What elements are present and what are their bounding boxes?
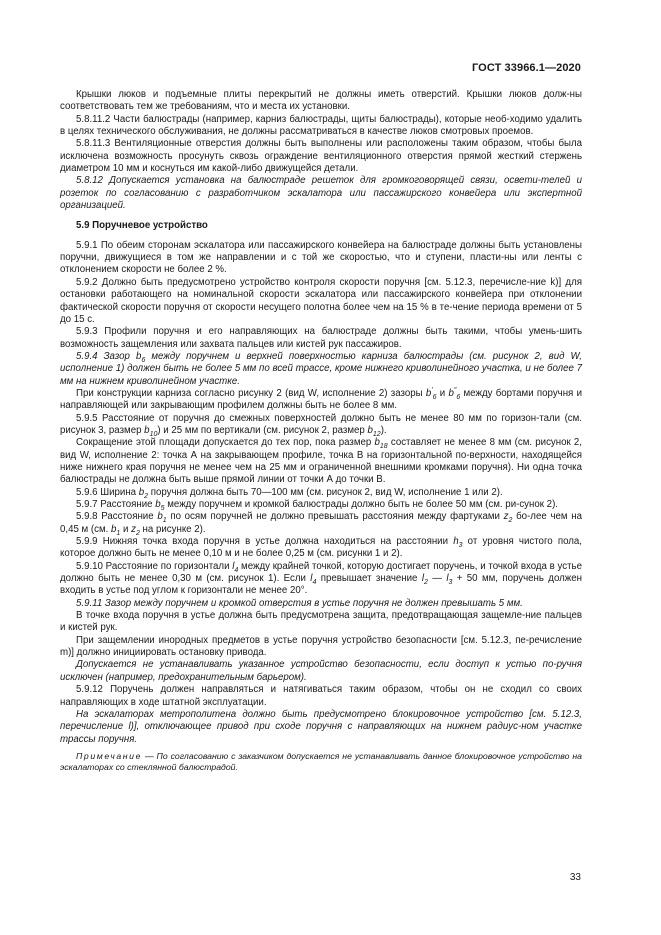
paragraph <box>60 511 582 536</box>
symbol-letter: b <box>367 424 373 436</box>
symbol-subscript: 1 <box>116 529 121 537</box>
section-heading: 5.9 Поручневое устройство <box>76 220 208 232</box>
symbol <box>144 425 157 436</box>
symbol-subscript: 2 <box>508 517 513 525</box>
text-run: 5.9.5 Расстояние от поручня до смежных поверхностей должно быть не менее 80 мм по горизон-тали (см. рисунок 3, размер <box>60 412 582 436</box>
symbol-letter: z <box>503 511 509 523</box>
text-run: поручня должна быть 70—100 мм (см. рисунок 2, вид W, исполнение 1 или 2). <box>148 486 503 498</box>
paragraph: Допускается не устанавливать указанное устройство безопасности, если доступ к устью по-ручня исключен (например, предохранительным барьером). <box>60 659 582 683</box>
symbol <box>374 437 388 451</box>
paragraph: В точке входа поручня в устье должна быть предусмотрена защита, предотвращающая защемле-ние пальцев и кистей рук. <box>60 610 582 634</box>
paragraph: При защемлении инородных предметов в устье поручня устройство безопасности [см. 5.12.3, пе-речисление m)] должно инициировать остановку привода. <box>60 634 582 659</box>
standard-number: ГОСТ 33966.1—2020 <box>471 62 581 74</box>
paragraph: 5.9.11 Зазор между поручнем и кромкой отверстия в устье поручня не должен превышать 5 мм. <box>76 597 523 609</box>
note-text: — По согласованию с заказчиком допускается не устанавливать данное блокировочное устройство на эскалаторах со стеклянной балюстрадой. <box>60 750 582 773</box>
symbol-letter: l <box>421 573 424 585</box>
text-run: от уровня чистого пола, которое должно быть не менее 0,10 м и не более 0,25 м (см. рисунки 1 и 2). <box>60 536 582 560</box>
paragraph <box>60 499 582 511</box>
symbol-letter: b <box>374 437 380 449</box>
symbol-subscript: 6 <box>456 393 461 401</box>
text-run: между бортами поручня и направляющей или закрывающим профилем должны быть не более 8 мм. <box>60 387 582 412</box>
symbol-letter: b <box>138 486 145 498</box>
paragraph <box>60 351 582 388</box>
symbol <box>157 511 167 525</box>
symbol-letter: l <box>232 560 235 572</box>
paragraph <box>60 561 582 598</box>
symbol <box>131 524 140 535</box>
text-run: ) и 25 мм по вертикали (см. рисунок 2, размер <box>157 424 368 436</box>
symbol-letter: b <box>111 523 117 535</box>
symbol-letter: b <box>157 511 163 523</box>
symbol <box>136 351 145 362</box>
text-run: 5.9.9 Нижняя точка входа поручня в устье должна находиться на расстоянии <box>76 536 454 548</box>
symbol <box>139 487 148 498</box>
symbol-subscript: 2 <box>135 529 140 537</box>
page-number: 33 <box>569 872 581 883</box>
text-run: 5.9.8 Расстояние <box>76 511 158 523</box>
note <box>60 751 582 774</box>
symbol-letter: z <box>131 523 136 535</box>
symbol-subscript: 2 <box>423 579 428 586</box>
paragraph: 5.8.12 Допускается установка на балюстраде решеток для громкоговорящей связи, освети-телей и розеток по согласованию с разработчиком эскалатора или пассажирского конвейера или экспертной организацией. <box>60 175 582 212</box>
text-run: превышает значение <box>316 573 422 585</box>
symbol-subscript: 18 <box>379 443 388 451</box>
text-run: и <box>436 387 449 399</box>
symbol <box>155 499 164 510</box>
note-label: Примечание <box>76 750 143 761</box>
symbol-subscript: 3 <box>458 541 463 549</box>
symbol-letter: b <box>144 424 150 436</box>
text-run: по осям поручней не должно превышать расстояния между фартуками <box>166 511 504 523</box>
symbol-subscript: 12 <box>372 430 381 438</box>
paragraph <box>60 437 582 486</box>
text-run: При конструкции карниза согласно рисунку 2 (вид W, исполнение 2) зазоры <box>76 387 426 399</box>
text-run: 5.9.4 Зазор <box>76 350 136 362</box>
symbol-subscript: 2 <box>144 492 149 500</box>
symbol-subscript: 6 <box>141 356 146 364</box>
text-run: 5.9.6 Ширина <box>76 486 139 498</box>
text-run: ). <box>380 424 387 436</box>
symbol-subscript: 1 <box>162 517 167 525</box>
symbol-subscript: 3 <box>448 579 453 586</box>
text-run: между крайней точкой, которую достигает поручень, и точкой входа в устье должно быть не менее 0,30 м (см. рисунок 1). Если <box>60 560 582 585</box>
symbol-letter: b <box>155 499 161 510</box>
symbol <box>368 425 381 436</box>
text-run: 5.9.7 Расстояние <box>76 499 156 510</box>
symbol-superscript: ′ <box>431 386 433 394</box>
paragraph: 5.9.2 Должно быть предусмотрено устройство контроля скорости поручня [см. 5.12.3, перечисле-ние k)] для остановки работающего на номинальной скорости эскалатора или пассажирского конвейера при отклонении фактической скорости поручня от скорости несущего полотна более чем на 15 % в те-чение периода времени от 5 до 15 с. <box>60 276 582 325</box>
paragraph: На эскалаторах метрополитена должно быть предусмотрено блокировочное устройство [см. 5.12.3, перечисление l)], отключающее привод при сходе поручня с направляющих на нижнем радиус-ном участке трассы поручня. <box>60 708 582 745</box>
paragraph <box>60 413 582 438</box>
symbol-superscript: ″ <box>453 386 457 394</box>
text-run: 5.9.10 Расстояние по горизонтали <box>76 560 233 572</box>
text-run: между поручнем и кромкой балюстрады должно быть не более 50 мм (см. ри-сунок 2). <box>164 499 558 510</box>
text-run: между поручнем и верхней поверхностью карниза балюстрады (см. рисунок 2, вид W, исполнение 1) должен быть не более 5 мм по всей трассе, кроме нижнего криволинейного участка, и не более 7 мм на нижнем криволинейном участке. <box>60 350 582 387</box>
symbol-letter: b <box>425 387 432 399</box>
symbol-subscript: 4 <box>312 579 317 586</box>
text-run: бо-лее чем на 0,45 м (см. <box>60 511 582 535</box>
text-run: + 50 мм, поручень должен входить в устье под углом к горизонтали не менее 20°. <box>60 573 582 597</box>
text-run: Сокращение этой площади допускается до тех пор, пока размер <box>76 437 375 449</box>
symbol-letter: b <box>135 350 142 362</box>
text-run: и <box>120 523 132 535</box>
symbol-letter: l <box>310 573 313 585</box>
text-run: на рисунке 2). <box>139 523 206 535</box>
document-body <box>60 89 582 774</box>
paragraph: 5.8.11.2 Части балюстрады (например, карниз балюстрады, щиты балюстрады), которые необ-ходимо удалить в целях технического обслуживания, не должны рассматриваться в качестве люков смотровых проемов. <box>60 113 582 138</box>
text-run: — <box>427 573 447 585</box>
symbol-subscript: 6 <box>432 393 437 401</box>
paragraph: 5.9.12 Поручень должен направляться и натягиваться таким образом, чтобы он не сходил со своих направляющих в ходе штатной эксплуатации. <box>60 684 582 708</box>
symbol <box>448 388 460 399</box>
paragraph <box>60 536 582 561</box>
symbol-letter: l <box>446 573 449 585</box>
symbol-subscript: 5 <box>160 504 165 512</box>
paragraph <box>60 487 582 499</box>
symbol-letter: b <box>448 387 454 399</box>
paragraph: Крышки люков и подъемные плиты перекрытий не должны иметь отверстий. Крышки люков долж-ны соответствовать тем же требованиям, что и места их установки. <box>60 89 582 113</box>
paragraph: 5.9.1 По обеим сторонам эскалатора или пассажирского конвейера на балюстраде должны быть установлены поручни, движущиеся в том же направлении и с той же скоростью, что и ступени, пласти-ны или ленты с отклонением скорости не более 2 %. <box>60 239 582 276</box>
symbol-subscript: 4 <box>234 566 239 574</box>
paragraph <box>60 388 582 413</box>
paragraph: 5.9.3 Профили поручня и его направляющих на балюстраде должны быть такими, чтобы умень-шить возможность защемления или захвата пальцев или кистей рук пассажиров. <box>60 326 582 350</box>
symbol-letter: h <box>453 536 459 548</box>
symbol <box>426 388 437 399</box>
paragraph: 5.8.11.3 Вентиляционные отверстия должны быть выполнены или расположены таким образом, чтобы была исключена возможность просунуть сквозь ограждение вентиляционного отверстия прямой жесткий стержень диаметром 10 мм и коснуться им какой-либо движущейся детали. <box>60 138 582 175</box>
symbol-subscript: 10 <box>149 430 158 438</box>
text-run: составляет не менее 8 мм (см. рисунок 2, вид W, исполнение 2: точка А на закрывающем профиле, точка В на горизонтальной по-верхности, находящейся ниже нижнего края поручня не менее чем на 25 мм и ограниченной внешними кромками поручня). Ни одна точка балюстрады не должна быть выше прямой линии от точки А до точки В. <box>60 437 582 486</box>
symbol <box>111 524 120 535</box>
